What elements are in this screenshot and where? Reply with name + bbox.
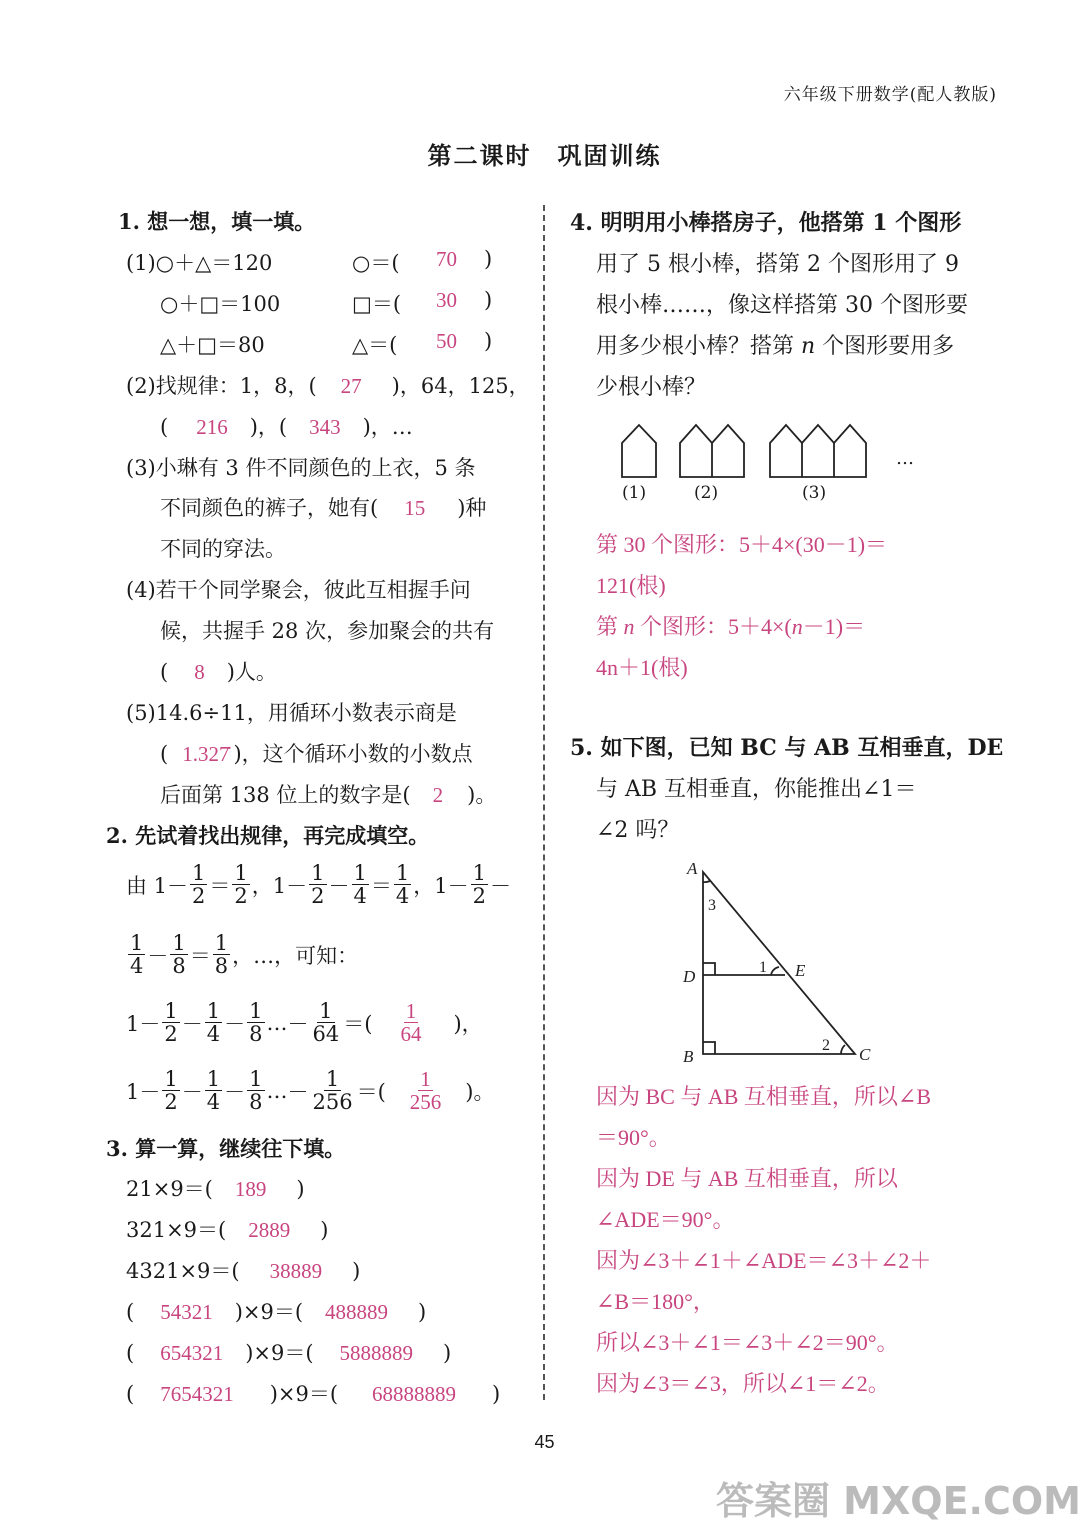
house-figure-2 — [680, 425, 744, 477]
fraction: $\frac{1}{8}$ — [249, 1067, 263, 1115]
q5-answer-line6: ∠B＝180°， — [596, 1289, 715, 1314]
q1-stem: 1. 想一想，填一填。 — [118, 209, 316, 234]
fraction: $\frac{1}{8}$ — [214, 931, 229, 979]
fraction: $\frac{1}{2}$ — [472, 861, 487, 909]
angle-arc-1 — [771, 967, 779, 975]
q1-4-answer: 8 — [194, 660, 205, 684]
q4-answer-line1: 第 30 个图形：5＋4×(30－1)＝ — [596, 532, 888, 557]
q2-line4: 1－ $\frac{1}{2}$ － $\frac{1}{4}$ － $\frac{1}{8}$ … － $\frac{1}{256}$ ＝( $\frac{1}{256}$ )。 — [126, 1067, 495, 1115]
q1-1-answer2: 30 — [436, 288, 457, 312]
q5-answer-line3: 因为 DE 与 AB 互相垂直，所以 — [596, 1166, 898, 1191]
q1-4-line2: 候，共握手 28 次，参加聚会的共有 — [160, 619, 495, 643]
q5-line2: 与 AB 互相垂直，你能推出∠1＝ — [596, 777, 917, 802]
q3-row4: ( 54321 )×9＝( 488889 ) — [126, 1300, 427, 1324]
label-e: E — [795, 961, 806, 980]
column-divider — [543, 205, 545, 1400]
house-figure-3 — [770, 425, 866, 477]
q2-line2: $\frac{1}{4}$ － $\frac{1}{8}$ ＝ $\frac{1}{8}$ ，…，可知： — [130, 931, 359, 979]
q1-1-close2: ) — [484, 288, 493, 312]
q3-answer3: 38889 — [269, 1259, 323, 1283]
fraction: $\frac{1}{8}$ — [172, 931, 186, 979]
label-angle-3: 3 — [708, 897, 716, 914]
q1-1-eq2: ○＋□＝100 — [160, 292, 281, 316]
q1-4-line3: ( 8 )人。 — [160, 660, 277, 684]
q3-answer2: 2889 — [248, 1218, 291, 1242]
q5-answer-line2: ＝90°。 — [596, 1125, 671, 1150]
fraction: $\frac{1}{2}$ — [164, 1067, 178, 1115]
q1-3-line2: 不同颜色的裤子，她有( 15 )种 — [160, 496, 487, 520]
q2-line1: 由 1－ $\frac{1}{2}$ ＝ $\frac{1}{2}$ ， 1－ $\frac{1}{2}$ － $\frac{1}{4}$ ＝ $\frac{1}{4}$ ， 1－ $\frac{1}{2}$ － — [126, 861, 512, 909]
q5-answer-line7: 所以∠3＋∠1＝∠3＋∠2＝90°。 — [596, 1330, 899, 1355]
q1-1-close1: ) — [484, 247, 493, 271]
fraction: $\frac{1}{256}$ — [312, 1067, 353, 1115]
fraction: $\frac{1}{2}$ — [164, 999, 178, 1047]
fraction: $\frac{1}{2}$ — [234, 861, 248, 909]
label-a: A — [687, 859, 698, 878]
q4-answer-line2: 121(根) — [596, 573, 666, 598]
fig-dots: … — [896, 448, 914, 469]
q1-1-close3: ) — [484, 329, 493, 353]
q5-line3: ∠2 吗？ — [596, 818, 680, 843]
q3-answer5a: 654321 — [160, 1341, 224, 1365]
q1-3-answer: 15 — [404, 496, 426, 520]
page-header: 六年级下册数学(配人教版) — [783, 85, 997, 105]
q1-3-line3: 不同的穿法。 — [160, 537, 286, 561]
q1-5-answer1: 1.327̇ — [182, 742, 230, 766]
right-angle-b — [703, 1042, 715, 1054]
q4-line3: 根小棒……，像这样搭第 30 个图形要 — [596, 293, 968, 318]
q4-line1: 4. 明明用小棒搭房子，他搭第 1 个图形 — [570, 210, 962, 236]
q3-answer5b: 5888889 — [339, 1341, 414, 1365]
q4-line4: 用多少根小棒？搭第 n 个图形要用多 — [596, 334, 955, 359]
q1-1-eq1: (1)○＋△＝120 — [126, 251, 273, 275]
q1-1-lhs1: ○＝( — [352, 251, 400, 275]
q4-answer-line3: 第 n 个图形：5＋4×(n－1)＝ — [596, 614, 866, 639]
q2-answer1: $\frac{1}{64}$ — [400, 999, 422, 1047]
q1-4-line1: (4)若干个同学聚会，彼此互相握手问 — [126, 578, 471, 602]
page-title: 第二课时 巩固训练 — [427, 141, 662, 170]
q3-row2: 321×9＝( 2889 ) — [126, 1218, 329, 1242]
q1-1-lhs3: △＝( — [352, 333, 398, 357]
q2-line3: 1－ $\frac{1}{2}$ － $\frac{1}{4}$ － $\frac{1}{8}$ … － $\frac{1}{64}$ ＝( $\frac{1}{64}$ )， — [126, 999, 483, 1047]
q1-1-eq3: △＋□＝80 — [160, 333, 265, 357]
label-b: B — [683, 1047, 694, 1066]
q3-answer4a: 54321 — [160, 1300, 213, 1324]
q1-5-line2: ( 1.327̇ )，这个循环小数的小数点 — [160, 742, 473, 766]
q1-1-lhs2: □＝( — [352, 292, 402, 316]
q3-answer6b: 68888889 — [372, 1382, 457, 1406]
watermark: 答案圈 MXQE.COM — [715, 1479, 1081, 1523]
q4-line5: 少根小棒？ — [596, 375, 707, 400]
fraction: $\frac{1}{4}$ — [395, 861, 410, 909]
q3-row5: ( 654321 )×9＝( 5888889 ) — [126, 1341, 452, 1365]
triangle-diagram — [675, 850, 890, 1070]
fraction: $\frac{1}{8}$ — [249, 999, 263, 1047]
q5-answer-line4: ∠ADE＝90°。 — [596, 1207, 735, 1232]
q3-answer6a: 7654321 — [160, 1382, 234, 1406]
q1-5-line1: (5)14.6÷11，用循环小数表示商是 — [126, 701, 457, 725]
label-d: D — [683, 967, 696, 986]
q3-answer4b: 488889 — [325, 1300, 389, 1324]
label-angle-1: 1 — [759, 959, 767, 976]
q3-row1: 21×9＝( 189 ) — [126, 1177, 305, 1201]
q3-answer1: 189 — [234, 1177, 267, 1201]
fig-label-3: (3) — [802, 483, 827, 503]
q5-answer-line1: 因为 BC 与 AB 互相垂直，所以∠B — [596, 1084, 932, 1109]
q1-2-answer3: 343 — [309, 415, 341, 439]
q1-5-line3: 后面第 138 位上的数字是( 2 )。 — [160, 783, 497, 807]
label-c: C — [859, 1045, 871, 1064]
house-figure-1 — [622, 425, 656, 477]
q2-stem: 2. 先试着找出规律，再完成填空。 — [106, 823, 430, 848]
fraction: $\frac{1}{4}$ — [206, 1067, 221, 1115]
q5-answer-line5: 因为∠3＋∠1＋∠ADE＝∠3＋∠2＋ — [596, 1248, 932, 1273]
triangle-abc — [703, 872, 855, 1054]
fraction: $\frac{1}{2}$ — [311, 861, 325, 909]
q4-answer-line4: 4n＋1(根) — [596, 655, 688, 680]
q1-1-answer3: 50 — [436, 329, 457, 353]
q2-answer2: $\frac{1}{256}$ — [409, 1067, 442, 1115]
right-angle-d — [703, 963, 715, 975]
q1-2-line1: (2)找规律：1，8，( 27 )，64，125， — [126, 374, 530, 398]
q1-2-line2: ( 216 )，( 343 )，… — [160, 415, 413, 439]
q4-line2: 用了 5 根小棒，搭第 2 个图形用了 9 — [596, 252, 959, 277]
fraction: $\frac{1}{2}$ — [192, 861, 206, 909]
q3-row3: 4321×9＝( 38889 ) — [126, 1259, 361, 1283]
fig-label-2: (2) — [694, 483, 719, 503]
house-figures — [610, 415, 930, 515]
q1-3-line1: (3)小琳有 3 件不同颜色的上衣，5 条 — [126, 456, 476, 480]
q1-1-answer1: 70 — [436, 247, 457, 271]
angle-arc-2 — [841, 1045, 845, 1054]
fraction: $\frac{1}{4}$ — [353, 861, 367, 909]
label-angle-2: 2 — [822, 1037, 830, 1054]
fraction: $\frac{1}{4}$ — [206, 999, 221, 1047]
q3-row6: ( 7654321 )×9＝( 68888889 ) — [126, 1382, 501, 1406]
fraction: $\frac{1}{4}$ — [130, 931, 144, 979]
fig-label-1: (1) — [622, 483, 647, 503]
q5-line1: 5. 如下图，已知 BC 与 AB 互相垂直，DE — [570, 735, 1004, 761]
fraction: $\frac{1}{64}$ — [312, 999, 340, 1047]
q3-stem: 3. 算一算，继续往下填。 — [106, 1136, 346, 1161]
q1-5-answer2: 2 — [432, 783, 444, 807]
q1-2-answer1: 27 — [340, 374, 362, 398]
page-number: 45 — [534, 1432, 555, 1452]
q5-answer-line8: 因为∠3＝∠3，所以∠1＝∠2。 — [596, 1371, 890, 1396]
q1-2-answer2: 216 — [196, 415, 228, 439]
angle-arc-3 — [703, 881, 710, 882]
